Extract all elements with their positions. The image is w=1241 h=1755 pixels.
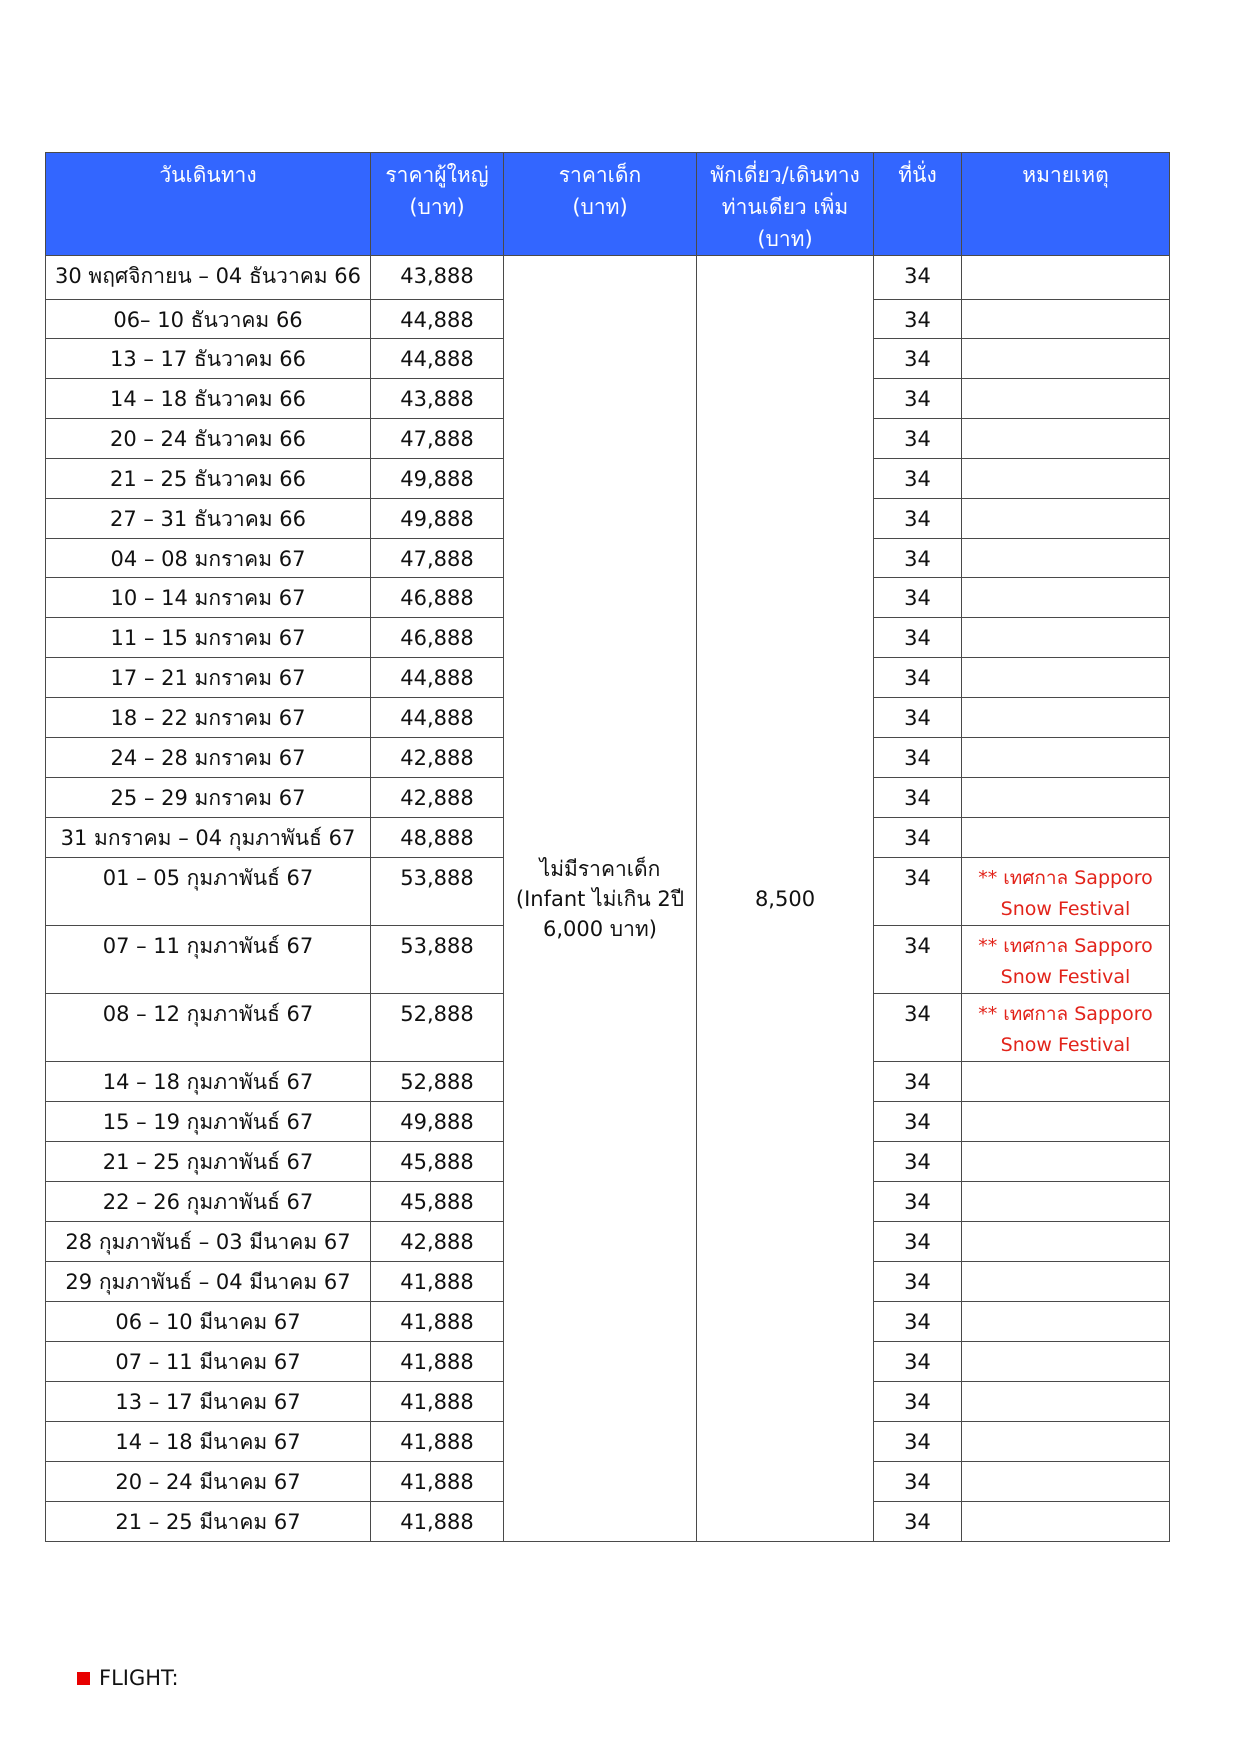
adult-price-cell: 41,888	[371, 1342, 504, 1382]
remarks-cell	[962, 300, 1170, 339]
seats-cell: 34	[874, 1342, 962, 1382]
remarks-cell	[962, 1102, 1170, 1142]
travel-date-cell: 15 – 19 กุมภาพันธ์ 67	[46, 1102, 371, 1142]
seats-cell: 34	[874, 1222, 962, 1262]
travel-date-cell: 31 มกราคม – 04 กุมภาพันธ์ 67	[46, 818, 371, 858]
adult-price-cell: 45,888	[371, 1142, 504, 1182]
remarks-cell	[962, 738, 1170, 778]
remarks-cell	[962, 858, 1170, 926]
remarks-cell	[962, 1062, 1170, 1102]
adult-price-cell: 41,888	[371, 1422, 504, 1462]
remarks-cell	[962, 926, 1170, 994]
travel-date-cell: 21 – 25 กุมภาพันธ์ 67	[46, 1142, 371, 1182]
travel-date-cell: 01 – 05 กุมภาพันธ์ 67	[46, 858, 371, 926]
travel-date-cell: 13 – 17 ธันวาคม 66	[46, 339, 371, 379]
seats-cell: 34	[874, 658, 962, 698]
adult-price-cell: 49,888	[371, 1102, 504, 1142]
table-header-row	[46, 153, 1170, 256]
seats-cell: 34	[874, 499, 962, 539]
header-line: (บาท)	[572, 195, 628, 219]
remark-line: Snow Festival	[1000, 1034, 1131, 1056]
seats-cell: 34	[874, 1382, 962, 1422]
adult-price-cell: 49,888	[371, 459, 504, 499]
seats-cell: 34	[874, 1182, 962, 1222]
seats-cell: 34	[874, 1422, 962, 1462]
remarks-cell	[962, 778, 1170, 818]
travel-date-cell: 14 – 18 ธันวาคม 66	[46, 379, 371, 419]
travel-date-cell: 20 – 24 มีนาคม 67	[46, 1462, 371, 1502]
adult-price-cell: 44,888	[371, 339, 504, 379]
remarks-cell	[962, 256, 1170, 300]
seats-cell: 34	[874, 1462, 962, 1502]
seats-cell: 34	[874, 1502, 962, 1542]
seats-cell: 34	[874, 1062, 962, 1102]
flight-section	[77, 1666, 179, 1690]
remarks-cell	[962, 1302, 1170, 1342]
adult-price-cell: 53,888	[371, 926, 504, 994]
seats-cell: 34	[874, 419, 962, 459]
child-price-cell	[504, 256, 697, 1542]
bullet-square-icon	[77, 1672, 90, 1685]
adult-price-cell: 49,888	[371, 499, 504, 539]
seats-cell: 34	[874, 539, 962, 578]
header-line: ราคาเด็ก	[558, 163, 642, 187]
seats-cell: 34	[874, 578, 962, 618]
remarks-cell	[962, 1222, 1170, 1262]
travel-date-cell: 17 – 21 มกราคม 67	[46, 658, 371, 698]
adult-price-cell: 52,888	[371, 1062, 504, 1102]
header-line: พักเดี่ยว/เดินทาง	[710, 163, 860, 187]
travel-date-cell: 20 – 24 ธันวาคม 66	[46, 419, 371, 459]
seats-cell: 34	[874, 256, 962, 300]
seats-cell: 34	[874, 1262, 962, 1302]
travel-date-cell: 24 – 28 มกราคม 67	[46, 738, 371, 778]
header-line: ราคาผู้ใหญ่	[385, 163, 489, 187]
header-seats	[874, 153, 962, 256]
adult-price-cell: 41,888	[371, 1302, 504, 1342]
travel-date-cell: 11 – 15 มกราคม 67	[46, 618, 371, 658]
remarks-cell	[962, 539, 1170, 578]
remarks-cell	[962, 1462, 1170, 1502]
header-line: ที่นั่ง	[898, 163, 937, 187]
remarks-cell	[962, 379, 1170, 419]
seats-cell: 34	[874, 618, 962, 658]
remarks-cell	[962, 1422, 1170, 1462]
remark-line: ** เทศกาล Sapporo	[978, 935, 1153, 957]
header-child-price	[504, 153, 697, 256]
adult-price-cell: 45,888	[371, 1182, 504, 1222]
remarks-cell	[962, 818, 1170, 858]
adult-price-cell: 42,888	[371, 1222, 504, 1262]
adult-price-cell: 42,888	[371, 778, 504, 818]
remarks-cell	[962, 994, 1170, 1062]
travel-date-cell: 14 – 18 มีนาคม 67	[46, 1422, 371, 1462]
adult-price-cell: 47,888	[371, 539, 504, 578]
seats-cell: 34	[874, 1102, 962, 1142]
remarks-cell	[962, 698, 1170, 738]
travel-date-cell: 06 – 10 มีนาคม 67	[46, 1302, 371, 1342]
travel-date-cell: 22 – 26 กุมภาพันธ์ 67	[46, 1182, 371, 1222]
seats-cell: 34	[874, 698, 962, 738]
remarks-cell	[962, 618, 1170, 658]
travel-date-cell: 13 – 17 มีนาคม 67	[46, 1382, 371, 1422]
remarks-cell	[962, 419, 1170, 459]
travel-date-cell: 27 – 31 ธันวาคม 66	[46, 499, 371, 539]
remark-line: ** เทศกาล Sapporo	[978, 1003, 1153, 1025]
seats-cell: 34	[874, 858, 962, 926]
adult-price-cell: 41,888	[371, 1382, 504, 1422]
remarks-cell	[962, 1262, 1170, 1302]
remarks-cell	[962, 499, 1170, 539]
adult-price-cell: 44,888	[371, 658, 504, 698]
adult-price-cell: 53,888	[371, 858, 504, 926]
travel-date-cell: 08 – 12 กุมภาพันธ์ 67	[46, 994, 371, 1062]
header-adult-price	[371, 153, 504, 256]
header-line: วันเดินทาง	[159, 163, 257, 187]
header-remarks	[962, 153, 1170, 256]
travel-date-cell: 07 – 11 มีนาคม 67	[46, 1342, 371, 1382]
single-supplement-cell: 8,500	[697, 256, 874, 1542]
travel-date-cell: 06– 10 ธันวาคม 66	[46, 300, 371, 339]
table-body	[46, 256, 1170, 1542]
travel-date-cell: 28 กุมภาพันธ์ – 03 มีนาคม 67	[46, 1222, 371, 1262]
header-line: (บาท)	[409, 195, 465, 219]
remarks-cell	[962, 1182, 1170, 1222]
seats-cell: 34	[874, 994, 962, 1062]
adult-price-cell: 41,888	[371, 1262, 504, 1302]
header-line: ท่านเดียว เพิ่ม	[721, 195, 849, 219]
child-price-line: ไม่มีราคาเด็ก	[539, 856, 661, 881]
seats-cell: 34	[874, 778, 962, 818]
remark-line: Snow Festival	[1000, 966, 1131, 988]
flight-label: FLIGHT:	[99, 1666, 179, 1690]
remarks-cell	[962, 339, 1170, 379]
adult-price-cell: 43,888	[371, 379, 504, 419]
travel-date-cell: 29 กุมภาพันธ์ – 04 มีนาคม 67	[46, 1262, 371, 1302]
header-line: หมายเหตุ	[1022, 163, 1109, 187]
travel-date-cell: 25 – 29 มกราคม 67	[46, 778, 371, 818]
child-price-line: 6,000 บาท)	[543, 916, 657, 941]
adult-price-cell: 43,888	[371, 256, 504, 300]
header-single-supplement	[697, 153, 874, 256]
seats-cell: 34	[874, 1302, 962, 1342]
adult-price-cell: 46,888	[371, 618, 504, 658]
travel-date-cell: 21 – 25 ธันวาคม 66	[46, 459, 371, 499]
travel-date-cell: 04 – 08 มกราคม 67	[46, 539, 371, 578]
remarks-cell	[962, 1502, 1170, 1542]
adult-price-cell: 44,888	[371, 300, 504, 339]
seats-cell: 34	[874, 339, 962, 379]
price-table	[45, 152, 1170, 1542]
seats-cell: 34	[874, 300, 962, 339]
header-travel-date	[46, 153, 371, 256]
adult-price-cell: 41,888	[371, 1462, 504, 1502]
remarks-cell	[962, 578, 1170, 618]
seats-cell: 34	[874, 379, 962, 419]
remarks-cell	[962, 459, 1170, 499]
travel-date-cell: 18 – 22 มกราคม 67	[46, 698, 371, 738]
seats-cell: 34	[874, 459, 962, 499]
remarks-cell	[962, 1382, 1170, 1422]
travel-date-cell: 10 – 14 มกราคม 67	[46, 578, 371, 618]
travel-date-cell: 14 – 18 กุมภาพันธ์ 67	[46, 1062, 371, 1102]
adult-price-cell: 52,888	[371, 994, 504, 1062]
seats-cell: 34	[874, 1142, 962, 1182]
remarks-cell	[962, 1342, 1170, 1382]
seats-cell: 34	[874, 926, 962, 994]
adult-price-cell: 46,888	[371, 578, 504, 618]
adult-price-cell: 42,888	[371, 738, 504, 778]
adult-price-cell: 48,888	[371, 818, 504, 858]
adult-price-cell: 47,888	[371, 419, 504, 459]
travel-date-cell: 07 – 11 กุมภาพันธ์ 67	[46, 926, 371, 994]
remark-line: ** เทศกาล Sapporo	[978, 867, 1153, 889]
travel-date-cell: 30 พฤศจิกายน – 04 ธันวาคม 66	[46, 256, 371, 300]
adult-price-cell: 41,888	[371, 1502, 504, 1542]
header-line: (บาท)	[757, 227, 813, 251]
seats-cell: 34	[874, 818, 962, 858]
remarks-cell	[962, 658, 1170, 698]
remarks-cell	[962, 1142, 1170, 1182]
travel-date-cell: 21 – 25 มีนาคม 67	[46, 1502, 371, 1542]
seats-cell: 34	[874, 738, 962, 778]
table-row	[46, 256, 1170, 300]
child-price-line: (Infant ไม่เกิน 2ปี	[515, 886, 685, 911]
adult-price-cell: 44,888	[371, 698, 504, 738]
remark-line: Snow Festival	[1000, 898, 1131, 920]
